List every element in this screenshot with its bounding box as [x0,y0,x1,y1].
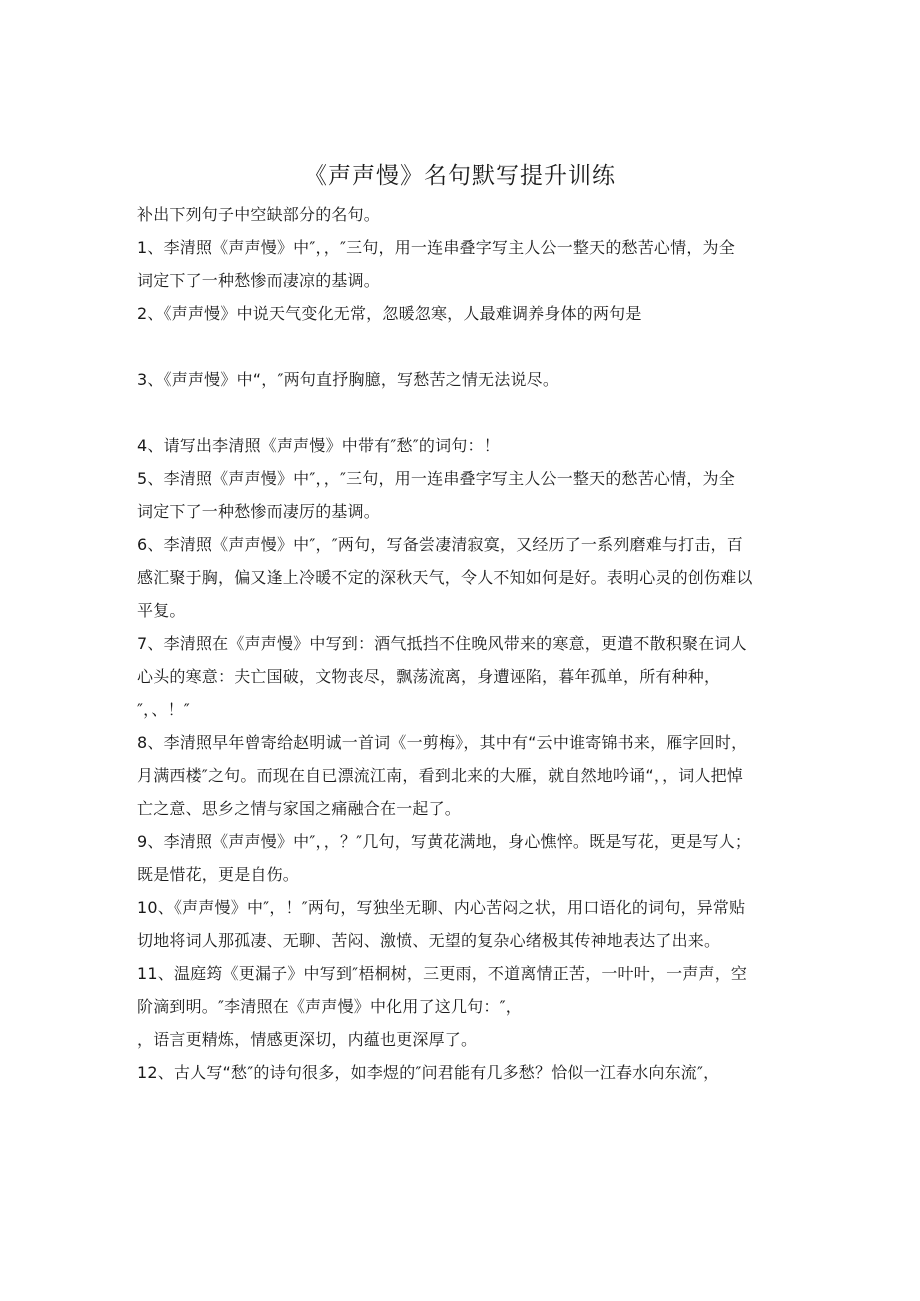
text-line: 补出下列句子中空缺部分的名句。 [137,205,381,224]
text-line: 月满西楼″之句。而现在自已漂流江南，看到北来的大雁，就自然地吟诵“，，词人把悼 [137,766,744,785]
text-line: 5、李清照《声声慢》中″，，″三句，用一连串叠字写主人公一整天的愁苦心情，为全 [137,469,735,488]
text-line: 6、李清照《声声慢》中″，″两句，写备尝凄清寂寞，又经历了一系列磨难与打击，百 [137,535,743,554]
text-line: 4、请写出李清照《声声慢》中带有″愁″的词句：！ [137,436,500,455]
text-line: 12、古人写“愁″的诗句很多，如李煜的″问君能有几多愁？恰似一江春水向东流″， [137,1063,720,1082]
text-line: 8、李清照早年曾寄给赵明诚一首词《一剪梅》，其中有“云中谁寄锦书来，雁字回时， [137,733,748,752]
text-line: 1、李清照《声声慢》中″，，″三句，用一连串叠字写主人公一整天的愁苦心情，为全 [137,238,735,257]
text-line: ，语言更精炼，情感更深切，内蕴也更深厚了。 [137,1030,478,1049]
document-body [137,198,797,1089]
text-line: ″，、！″ [137,700,190,719]
text-line: 感汇聚于胸，偏又逢上冷暖不定的深秋天气，令人不知如何是好。表明心灵的创伤难以 [137,568,753,587]
text-line: 7、李清照在《声声慢》中写到：酒气抵挡不住晚风带来的寒意，更遣不散积聚在词人 [137,634,747,653]
text-line: 亡之意、思乡之情与家国之痛融合在一起了。 [137,799,462,818]
text-line: 3、《声声慢》中“，″两句直抒胸臆，写愁苦之情无法说尽。 [137,370,560,389]
text-line: 平复。 [137,601,186,620]
text-line: 心头的寒意：夫亡国破，文物丧尽，飘荡流离，身遭诬陷，暮年孤单，所有种种， [137,667,721,686]
document-title: 《声声慢》名句默写提升训练 [304,163,616,189]
text-line: 10、《声声慢》中″，！″两句，写独坐无聊、内心苦闷之状，用口语化的词句，异常贴 [137,898,746,917]
text-line: 11、温庭筠《更漏子》中写到″梧桐树，三更雨，不道离情正苦，一叶叶，一声声，空 [137,964,748,983]
text-line: 9、李清照《声声慢》中″，，？″几句，写黄花满地，身心憔悴。既是写花，更是写人； [137,832,752,851]
text-line: 词定下了一种愁惨而凄凉的基调。 [137,271,381,290]
text-line: 既是惜花，更是自伤。 [137,865,300,884]
text-line: 阶滴到明。″李清照在《声声慢》中化用了这几句：″， [137,997,522,1016]
blank-line [137,330,797,363]
text-line: 词定下了一种愁惨而凄厉的基调。 [137,502,381,521]
blank-line [137,396,797,429]
text-line: 切地将词人那孤凄、无聊、苦闷、激愤、无望的复杂心绪极其传神地表达了出来。 [137,931,721,950]
text-line: 2、《声声慢》中说天气变化无常，忽暖忽寒，人最难调养身体的两句是 [137,304,642,323]
